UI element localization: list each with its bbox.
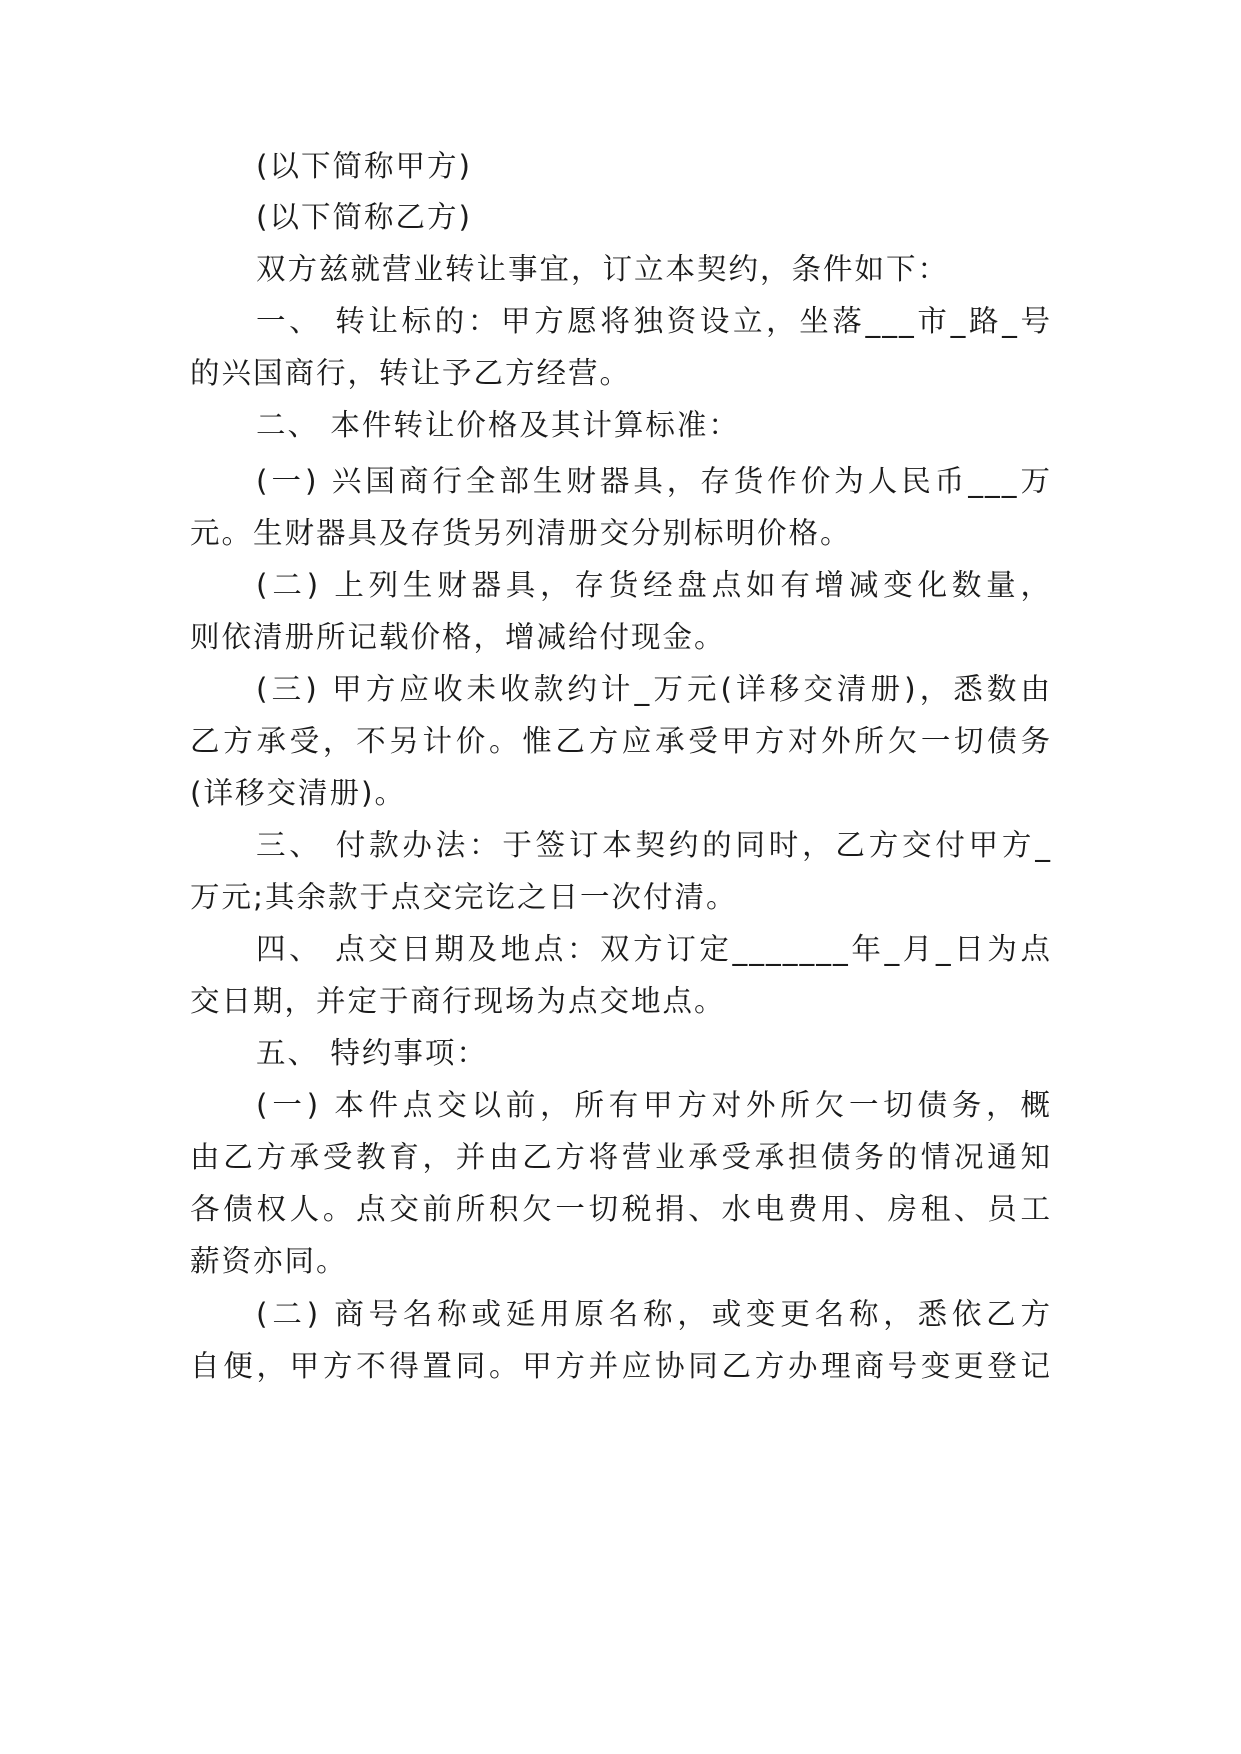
- clause-4-line-2: 交日期，并定于商行现场为点交地点。: [190, 984, 726, 1018]
- party-a-line: (以下简称甲方): [256, 149, 473, 183]
- clause-2-2-line-1: (二) 上列生财器具，存货经盘点如有增减变化数量，: [256, 568, 1052, 602]
- clause-5-2-line-1: (二) 商号名称或延用原名称，或变更名称，悉依乙方: [256, 1297, 1052, 1331]
- clause-4-line-1: 四、 点交日期及地点：双方订定_______年_月_日为点: [256, 932, 1052, 966]
- clause-2-1-line-1: (一) 兴国商行全部生财器具，存货作价为人民币___万: [256, 464, 1052, 498]
- clause-5-1-line-2: 由乙方承受教育，并由乙方将营业承受承担债务的情况通知: [190, 1140, 1052, 1174]
- clause-3-line-1: 三、 付款办法：于签订本契约的同时，乙方交付甲方_: [256, 828, 1052, 862]
- clause-5-1-line-4: 薪资亦同。: [190, 1244, 348, 1278]
- clause-2-1-line-2: 元。生财器具及存货另列清册交分别标明价格。: [190, 516, 852, 550]
- clause-2-heading: 二、 本件转让价格及其计算标准：: [256, 408, 740, 442]
- clause-1-line-1: 一、 转让标的：甲方愿将独资设立，坐落___市_路_号: [256, 304, 1052, 338]
- clause-2-3-line-2: 乙方承受，不另计价。惟乙方应承受甲方对外所欠一切债务: [190, 724, 1052, 758]
- clause-2-3-line-3: (详移交清册)。: [190, 776, 407, 810]
- clause-2-3-line-1: (三) 甲方应收未收款约计_万元(详移交清册)，悉数由: [256, 672, 1052, 706]
- clause-2-2-line-2: 则依清册所记载价格，增减给付现金。: [190, 620, 726, 654]
- clause-5-heading: 五、 特约事项：: [256, 1036, 488, 1070]
- clause-5-1-line-1: (一) 本件点交以前，所有甲方对外所欠一切债务，概: [256, 1088, 1052, 1122]
- preamble-line: 双方兹就营业转让事宜，订立本契约，条件如下：: [256, 252, 950, 286]
- clause-1-line-2: 的兴国商行，转让予乙方经营。: [190, 356, 632, 390]
- clause-5-1-line-3: 各债权人。点交前所积欠一切税捐、水电费用、房租、员工: [190, 1192, 1052, 1226]
- clause-3-line-2: 万元;其余款于点交完讫之日一次付清。: [190, 880, 738, 914]
- party-b-line: (以下简称乙方): [256, 200, 473, 234]
- clause-5-2-line-2: 自便，甲方不得置同。甲方并应协同乙方办理商号变更登记: [190, 1349, 1052, 1383]
- document-page: [190, 0, 1052, 1754]
